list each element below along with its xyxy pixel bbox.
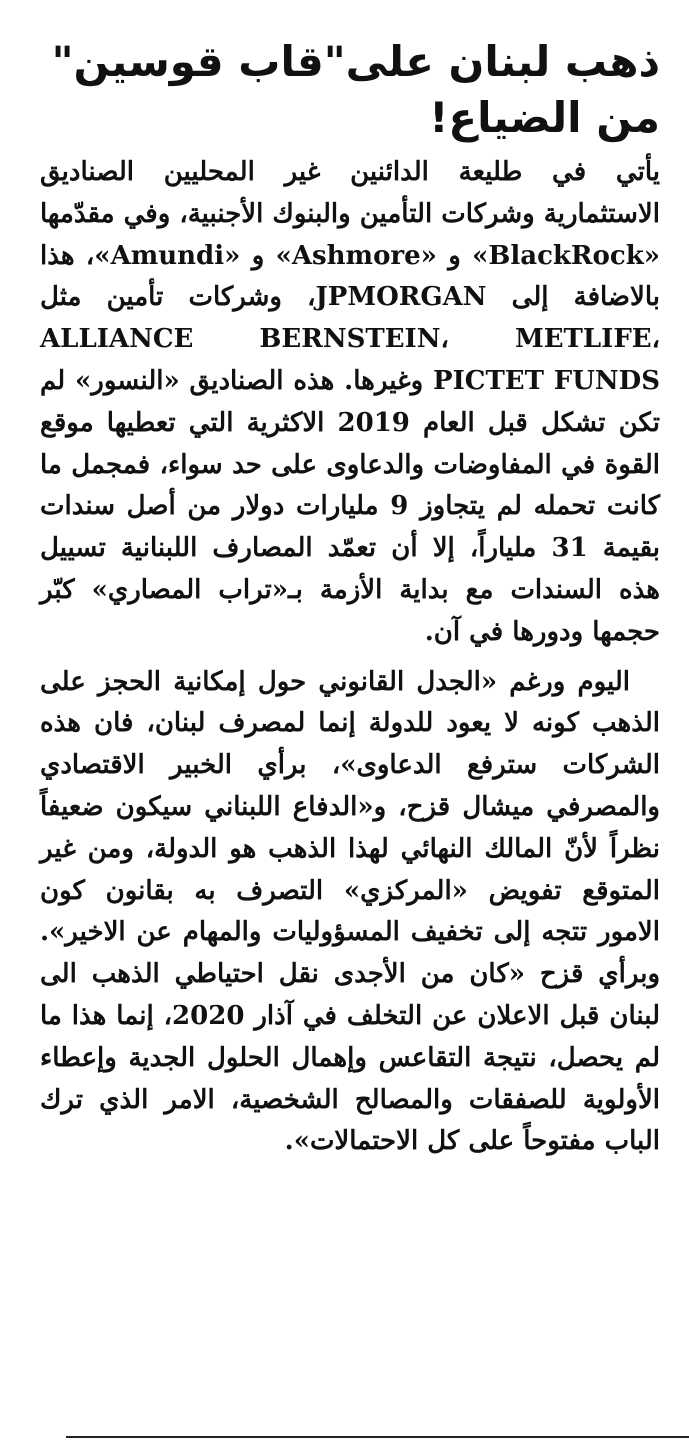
article-headline [40,34,660,146]
article-paragraph-2: اليوم ورغم «الجدل القانوني حول إمكانية الحجز على الذهب كونه لا يعود للدولة إنما لمصرف لبنان، فان هذه الشركات سترفع الدعاوى»، برأي الخبير الاقتصادي والمصرفي ميشال قزح، و«الدفاع اللبناني سيكون ضعيفاً نظراً لأنّ المالك النهائي لهذا الذهب هو الدولة، ومن غير المتوقع تفويض «المركزي» التصرف به بقانون كون الامور تتجه إلى تخفيف المسؤوليات والمهام عن الاخير». وبرأي قزح «كان من الأجدى نقل احتياطي الذهب الى لبنان قبل الاعلان عن التخلف في آذار 2020، إنما هذا ما لم يحصل، نتيجة التقاعس وإهمال الحلول الجدية وإعطاء الأولوية للصفقات والمصالح الشخصية، الامر الذي ترك الباب مفتوحاً على كل الاحتمالات». [40,666,661,1157]
news-article [40,34,660,1171]
headline-line-2: من الضياع! [429,93,660,142]
bottom-divider [66,1436,689,1438]
headline-line-1: ذهب لبنان على"قاب قوسين" [51,37,660,86]
article-paragraph-1: يأتي في طليعة الدائنين غير المحليين الصناديق الاستثمارية وشركات التأمين والبنوك الأجنبية، وفي مقدّمها «BlackRock» و «Ashmore» و «Amundi»، هذا بالاضافة إلى JPMORGAN، وشركات تأمين مثل ALLIANCE BERNSTEIN، METLIFE، PICTET FUNDS وغيرها. هذه الصناديق «النسور» لم تكن تشكل قبل العام 2019 الاكثرية التي تعطيها موقع القوة في المفاوضات والدعاوى على حد سواء، فمجمل ما كانت تحمله لم يتجاوز 9 مليارات دولار من أصل سندات بقيمة 31 ملياراً، إلا أن تعمّد المصارف اللبنانية تسييل هذه السندات مع بداية الأزمة بـ«تراب المصاري» كبّر حجمها ودورها في آن. [40,157,661,647]
